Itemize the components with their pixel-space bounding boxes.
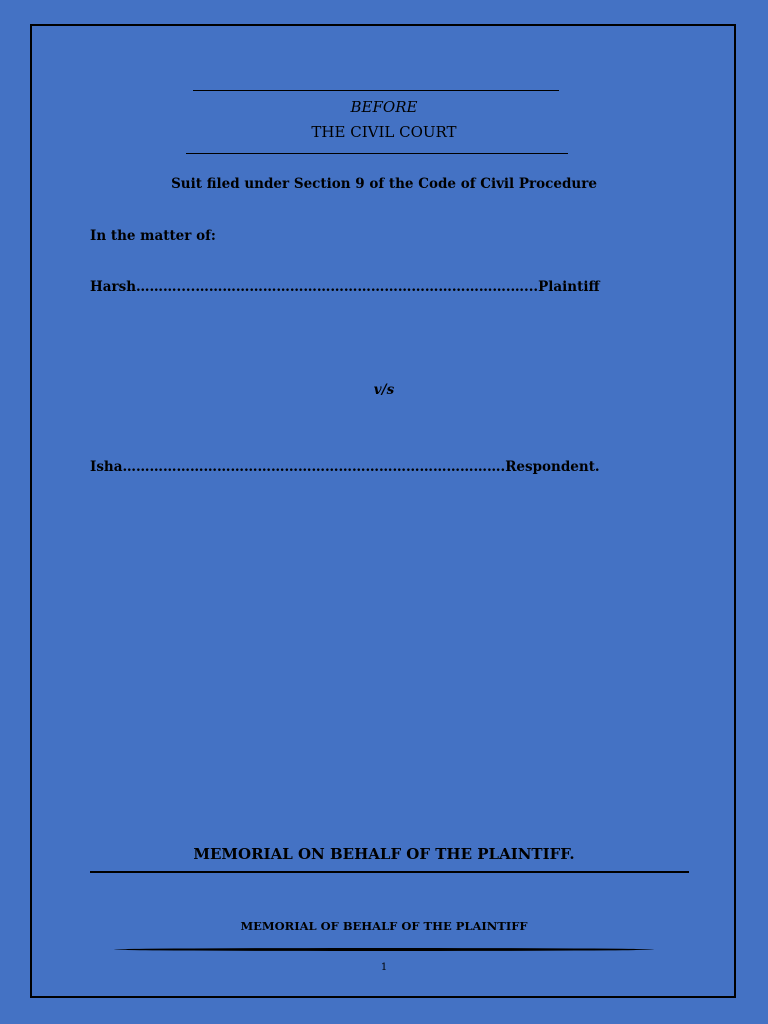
respondent-name: Isha (90, 459, 123, 475)
plaintiff-role: ...Plaintiff (524, 279, 600, 295)
suit-line: Suit filed under Section 9 of the Code of Civil Procedure (171, 176, 597, 192)
plaintiff-line (90, 279, 668, 295)
before-heading: BEFORE (350, 98, 418, 116)
footer-rule (114, 948, 654, 951)
respondent-line (90, 459, 678, 475)
matter-label: In the matter of: (90, 228, 216, 244)
versus-label: v/s (373, 382, 395, 398)
plaintiff-dots: ………....…………………………………………………………….… (136, 279, 525, 295)
header-top-rule (193, 90, 559, 91)
memorial-title: MEMORIAL ON BEHALF OF THE PLAINTIFF. (193, 845, 575, 863)
plaintiff-name: Harsh (90, 279, 137, 295)
header-bottom-rule (186, 153, 568, 154)
respondent-dots: …………………………………………………………………………. (122, 459, 506, 475)
memorial-rule (90, 871, 689, 873)
respondent-role: Respondent. (505, 459, 600, 475)
footer-text: MEMORIAL OF BEHALF OF THE PLAINTIFF (240, 919, 528, 933)
page-number: 1 (380, 962, 388, 973)
court-heading: THE CIVIL COURT (311, 123, 457, 141)
